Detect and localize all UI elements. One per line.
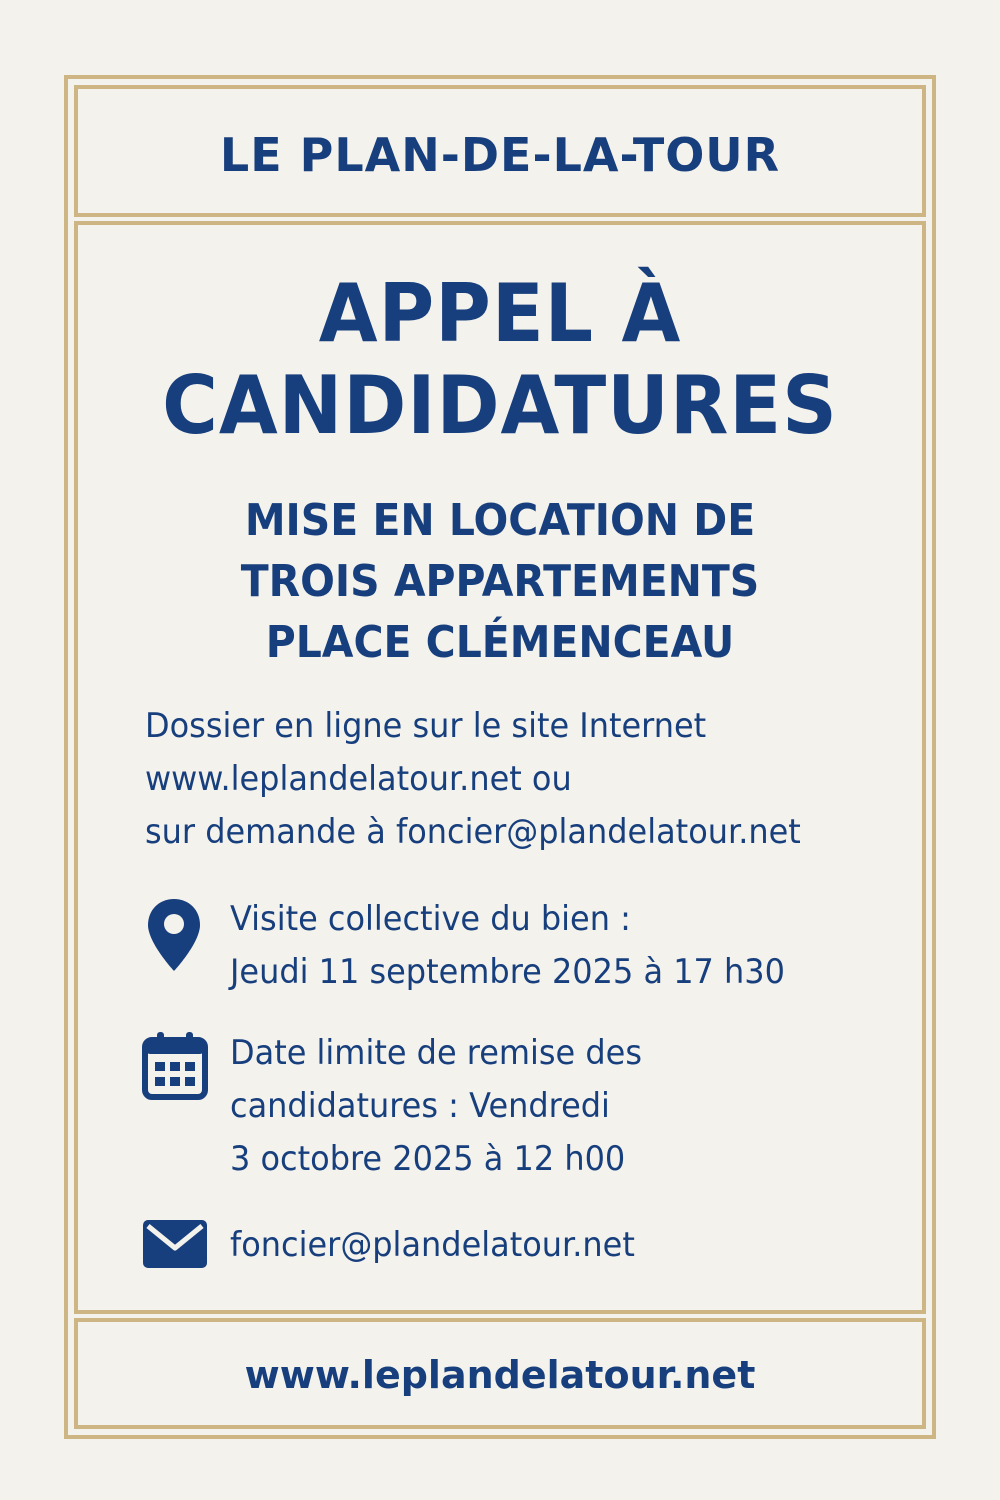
deadline-line-3: 3 octobre 2025 à 12 h00 — [230, 1139, 626, 1179]
deadline-line-1: Date limite de remise des — [230, 1033, 642, 1073]
subheadline-line-3: PLACE CLÉMENCEAU — [265, 617, 735, 668]
contact-email[interactable]: foncier@plandelatour.net — [230, 1225, 635, 1265]
online-info-line-1: Dossier en ligne sur le site Internet — [145, 706, 707, 746]
online-info-line-2: www.leplandelatour.net ou — [145, 759, 572, 799]
subheadline-line-2: TROIS APPARTEMENTS — [240, 556, 760, 607]
calendar-icon — [142, 1030, 208, 1100]
deadline-line-2: candidatures : Vendredi — [230, 1086, 610, 1126]
footer-divider — [74, 1310, 926, 1322]
visit-info — [230, 893, 785, 999]
footer-website[interactable]: www.leplandelatour.net — [244, 1353, 756, 1397]
town-name: LE PLAN-DE-LA-TOUR — [219, 128, 781, 182]
headline-line-2: CANDIDATURES — [162, 359, 838, 452]
headline-line-1: APPEL À — [318, 267, 682, 360]
subheadline-line-1: MISE EN LOCATION DE — [244, 495, 756, 546]
header-divider — [74, 213, 926, 225]
visit-line-1: Visite collective du bien : — [230, 899, 631, 939]
envelope-icon — [143, 1220, 207, 1268]
deadline-info — [230, 1027, 642, 1186]
headline — [95, 268, 904, 452]
online-info-line-3: sur demande à foncier@plandelatour.net — [145, 812, 801, 852]
visit-line-2: Jeudi 11 septembre 2025 à 17 h30 — [230, 952, 785, 992]
contact-info — [230, 1219, 635, 1272]
subheadline — [104, 490, 896, 673]
location-pin-icon — [146, 897, 202, 973]
online-dossier-info — [145, 700, 801, 859]
